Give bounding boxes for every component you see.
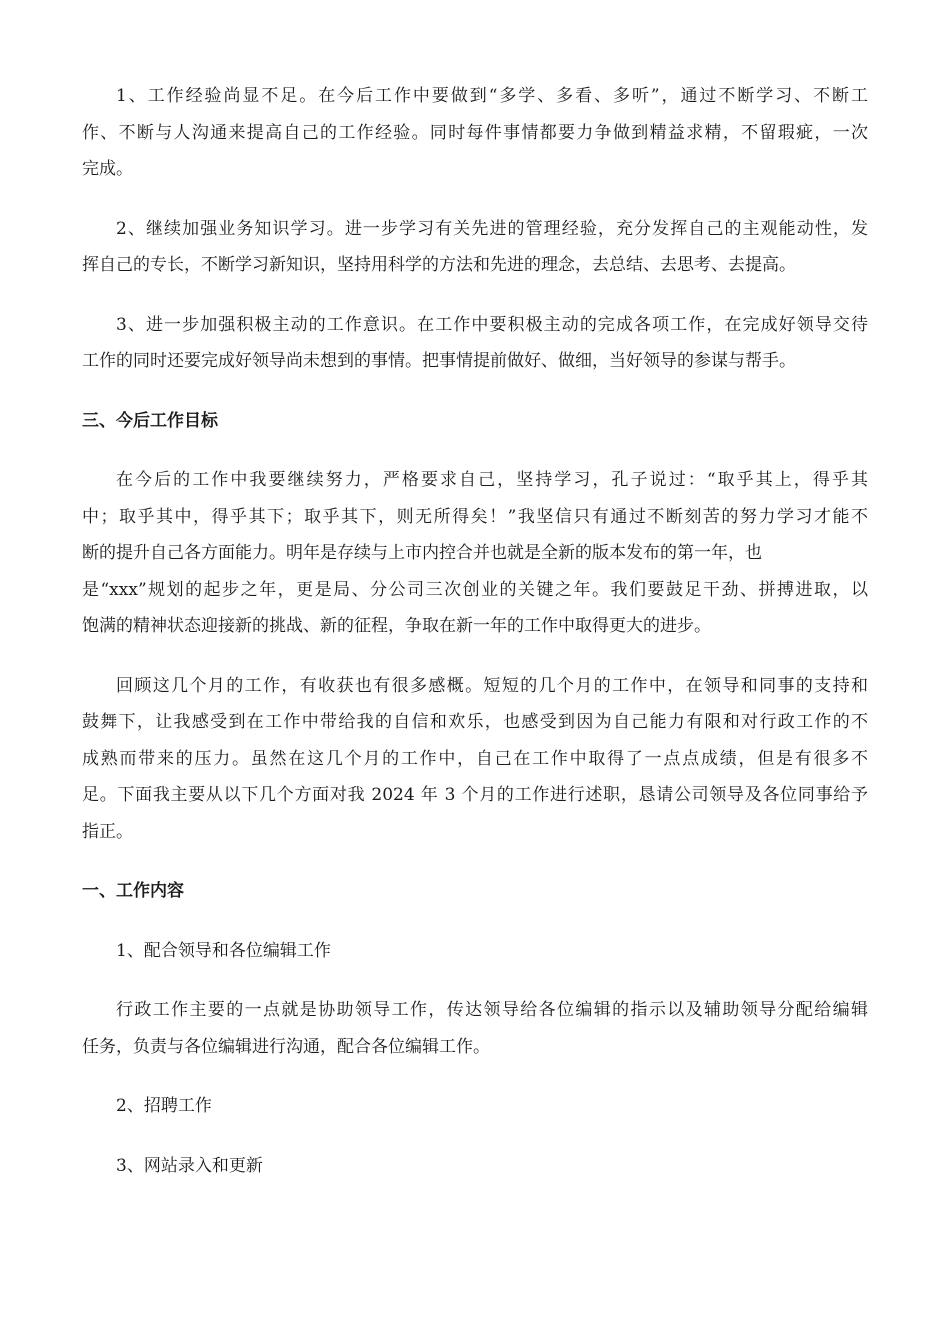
text-line: 回顾这几个月的工作，有收获也有很多感概。短短的几个月的工作中，在领导和同事的支持和	[116, 675, 868, 696]
text-line: 饱满的精神状态迎接新的挑战、新的征程，争取在新一年的工作中取得更大的进步。	[82, 616, 711, 636]
text-line: 工作的同时还要完成好领导尚未想到的事情。把事情提前做好、做细，当好领导的参谋与帮手。	[82, 351, 796, 371]
text-line: 2、招聘工作	[116, 1096, 212, 1116]
text-line: 完成。	[82, 159, 133, 179]
text-line: 鼓舞下，让我感受到在工作中带给我的自信和欢乐，也感受到因为自己能力有限和对行政工作的不	[82, 712, 868, 732]
text-line: 3、进一步加强积极主动的工作意识。在工作中要积极主动的完成各项工作，在完成好领导交待	[116, 314, 868, 335]
paragraph-2	[82, 211, 868, 284]
paragraph-5	[82, 668, 868, 851]
paragraph-7	[82, 992, 868, 1065]
section-heading-goals	[82, 403, 868, 440]
text-line: 行政工作主要的一点就是协助领导工作，传达领导给各位编辑的指示以及辅助领导分配给编辑	[116, 1000, 868, 1020]
section-heading-work-content	[82, 873, 868, 910]
text-line: 指正。	[82, 821, 133, 842]
text-line: 1、工作经验尚显不足。在今后工作中要做到“多学、多看、多听”，通过不断学习、不断工	[116, 86, 868, 106]
paragraph-3	[82, 307, 868, 380]
paragraph-4	[82, 462, 868, 645]
text-line: 挥自己的专长，不断学习新知识，坚持用科学的方法和先进的理念，去总结、去思考、去提高。	[82, 255, 796, 275]
text-line: 在今后的工作中我要继续努力，严格要求自己，坚持学习，孔子说过：“取乎其上，得乎其	[116, 470, 868, 490]
text-line: 成熟而带来的压力。虽然在这几个月的工作中，自己在工作中取得了一点点成绩，但是有很多不	[82, 748, 868, 769]
text-line: 是“xxx”规划的起步之年，更是局、分公司三次创业的关键之年。我们要鼓足干劲、拼搏进取，以	[82, 579, 868, 600]
text-line: 足。下面我主要从以下几个方面对我 2024 年 3 个月的工作进行述职，恳请公司领导及各位同事给予	[82, 785, 868, 805]
text-line: 2、继续加强业务知识学习。进一步学习有关先进的管理经验，充分发挥自己的主观能动性，发	[116, 218, 868, 239]
text-line: 断的提升自己各方面能力。明年是存续与上市内控合并也就是全新的版本发布的第一年，也	[82, 543, 762, 563]
paragraph-8	[82, 1088, 868, 1125]
paragraph-6	[82, 933, 868, 970]
paragraph-1	[82, 78, 868, 188]
paragraph-9	[82, 1148, 868, 1185]
text-line: 任务，负责与各位编辑进行沟通，配合各位编辑工作。	[82, 1036, 490, 1057]
text-line: 中；取乎其中，得乎其下；取乎其下，则无所得矣！”我坚信只有通过不断刻苦的努力学习才能不	[82, 506, 868, 527]
heading-text: 一、工作内容	[82, 881, 184, 901]
text-line: 作、不断与人沟通来提高自己的工作经验。同时每件事情都要力争做到精益求精，不留瑕疵，一次	[82, 122, 868, 143]
heading-text: 三、今后工作目标	[82, 410, 218, 431]
text-line: 1、配合领导和各位编辑工作	[116, 940, 331, 961]
text-line: 3、网站录入和更新	[116, 1155, 263, 1176]
